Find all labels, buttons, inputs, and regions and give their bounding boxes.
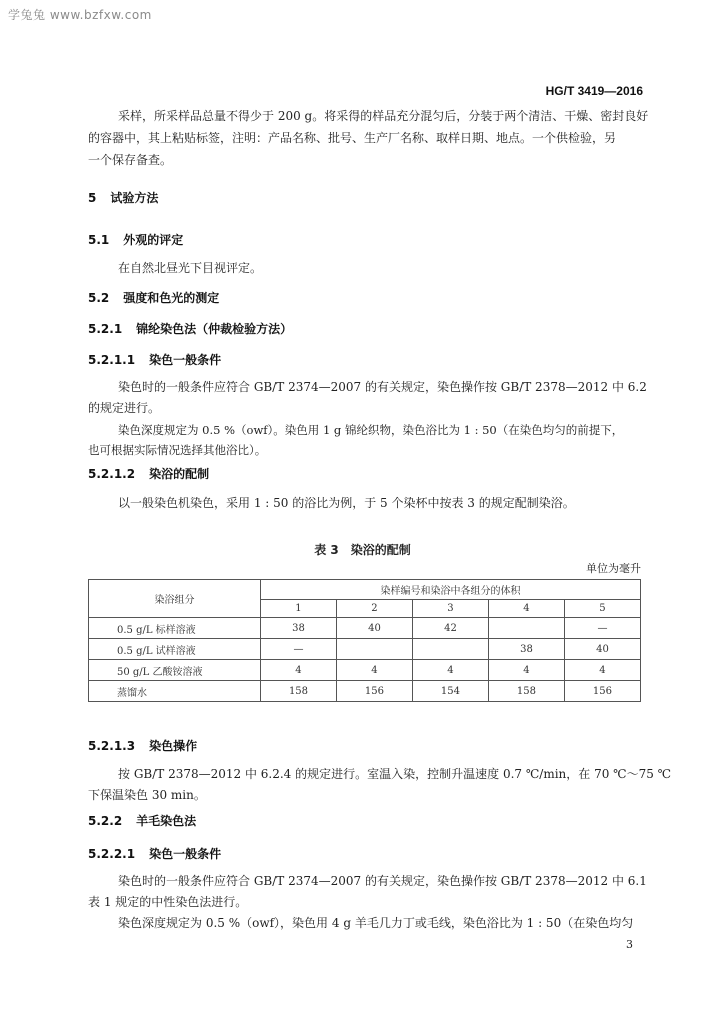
volume-cell: 158 (488, 681, 564, 702)
table-row (89, 639, 641, 660)
volume-cell: 156 (564, 681, 640, 702)
section-number: 5.1 (88, 233, 110, 247)
section-5-2-2-1-p2-line1: 染色深度规定为 0.5 %（owf），染色用 4 g 羊毛几力丁或毛线，染色浴比为 1 : 50（在染色均匀 (118, 916, 634, 930)
volume-cell (336, 639, 412, 660)
section-5-2-1-2-heading (88, 465, 209, 483)
section-5-2-1-2-text: 以一般染色机染色，采用 1 : 50 的浴比为例，于 5 个染杯中按表 3 的规定配制染浴。 (118, 496, 575, 510)
component-cell: 蒸馏水 (89, 681, 261, 702)
volume-cell: — (261, 639, 337, 660)
section-title: 强度和色光的测定 (123, 291, 220, 305)
volume-cell: 42 (412, 618, 488, 639)
section-number: 5.2.1.2 (88, 467, 136, 481)
volume-cell: 4 (488, 660, 564, 681)
component-cell: 50 g/L 乙酸铵溶液 (89, 660, 261, 681)
watermark: 学兔兔 www.bzfxw.com (8, 8, 152, 22)
volume-cell: 158 (261, 681, 337, 702)
section-5-2-1-1-p2-line1: 染色深度规定为 0.5 %（owf）。染色用 1 g 锦纶织物，染色浴比为 1 : 50（在染色均匀的前提下， (118, 423, 624, 437)
section-number: 5.2.1.1 (88, 353, 136, 367)
sample-number-header: 3 (412, 600, 488, 618)
section-5-2-1-3-line2: 下保温染色 30 min。 (88, 788, 206, 802)
section-title: 羊毛染色法 (136, 814, 197, 828)
sample-number-header: 5 (564, 600, 640, 618)
volume-cell: 4 (564, 660, 640, 681)
section-5-2-2-1-p1-line1: 染色时的一般条件应符合 GB/T 2374—2007 的有关规定，染色操作按 GB/T 2378—2012 中 6.1 (118, 874, 647, 888)
volume-cell: 40 (564, 639, 640, 660)
section-5-2-2-heading (88, 812, 196, 830)
section-5-2-1-1-p1-line2: 的规定进行。 (88, 401, 161, 415)
section-number: 5.2.2 (88, 814, 123, 828)
section-5-2-heading (88, 289, 219, 307)
standard-code: HG/T 3419—2016 (545, 84, 643, 98)
intro-line-3: 一个保存备查。 (88, 153, 173, 167)
section-5-2-1-1-p1-line1: 染色时的一般条件应符合 GB/T 2374—2007 的有关规定，染色操作按 GB/T 2378—2012 中 6.2 (118, 380, 647, 394)
section-5-2-1-3-line1: 按 GB/T 2378—2012 中 6.2.4 的规定进行。室温入染，控制升温速度 0.7 ℃/min，在 70 ℃～75 ℃ (118, 767, 672, 781)
section-number: 5.2 (88, 291, 110, 305)
section-5-2-1-heading (88, 320, 292, 338)
volume-cell: — (564, 618, 640, 639)
section-title: 染色操作 (149, 739, 198, 753)
section-title: 锦纶染色法（仲裁检验方法） (136, 322, 293, 336)
volume-cell: 4 (336, 660, 412, 681)
volume-cell: 38 (261, 618, 337, 639)
volume-group-header: 染样编号和染浴中各组分的体积 (261, 580, 641, 600)
sample-number-header: 1 (261, 600, 337, 618)
section-number: 5 (88, 191, 97, 205)
table-row (89, 618, 641, 639)
volume-cell: 38 (488, 639, 564, 660)
intro-line-1: 采样，所采样品总量不得少于 200 g。将采得的样品充分混匀后，分装于两个清洁、干燥、密封良好 (118, 109, 649, 123)
page-number: 3 (626, 938, 633, 951)
table-row (89, 681, 641, 702)
volume-cell: 40 (336, 618, 412, 639)
section-title: 试验方法 (110, 191, 159, 205)
volume-cell: 4 (261, 660, 337, 681)
section-5-2-1-1-heading (88, 351, 221, 369)
component-header: 染浴组分 (89, 580, 261, 618)
volume-cell: 156 (336, 681, 412, 702)
section-5-1-text: 在自然北昼光下目视评定。 (118, 261, 263, 275)
section-title: 染色一般条件 (149, 847, 222, 861)
section-number: 5.2.1 (88, 322, 123, 336)
section-title: 染浴的配制 (149, 467, 210, 481)
section-number: 5.2.1.3 (88, 739, 136, 753)
dye-bath-table (88, 579, 641, 702)
section-5-2-1-3-heading (88, 737, 197, 755)
volume-cell: 4 (412, 660, 488, 681)
section-5-2-1-1-p2-line2: 也可根据实际情况选择其他浴比）。 (88, 443, 267, 457)
table-caption: 表 3 染浴的配制 (314, 543, 411, 557)
volume-cell (412, 639, 488, 660)
section-title: 染色一般条件 (149, 353, 222, 367)
section-5-heading (88, 189, 158, 207)
sample-number-header: 2 (336, 600, 412, 618)
table-unit: 单位为毫升 (586, 562, 641, 575)
section-5-2-2-1-p1-line2: 表 1 规定的中性染色法进行。 (88, 895, 248, 909)
section-5-2-2-1-heading (88, 845, 221, 863)
section-number: 5.2.2.1 (88, 847, 136, 861)
volume-cell: 154 (412, 681, 488, 702)
sample-number-header: 4 (488, 600, 564, 618)
section-title: 外观的评定 (123, 233, 184, 247)
component-cell: 0.5 g/L 标样溶液 (89, 618, 261, 639)
table-row (89, 660, 641, 681)
volume-cell (488, 618, 564, 639)
section-5-1-heading (88, 231, 183, 249)
intro-line-2: 的容器中，其上粘贴标签，注明：产品名称、批号、生产厂名称、取样日期、地点。一个供检验，另 (88, 131, 617, 145)
component-cell: 0.5 g/L 试样溶液 (89, 639, 261, 660)
